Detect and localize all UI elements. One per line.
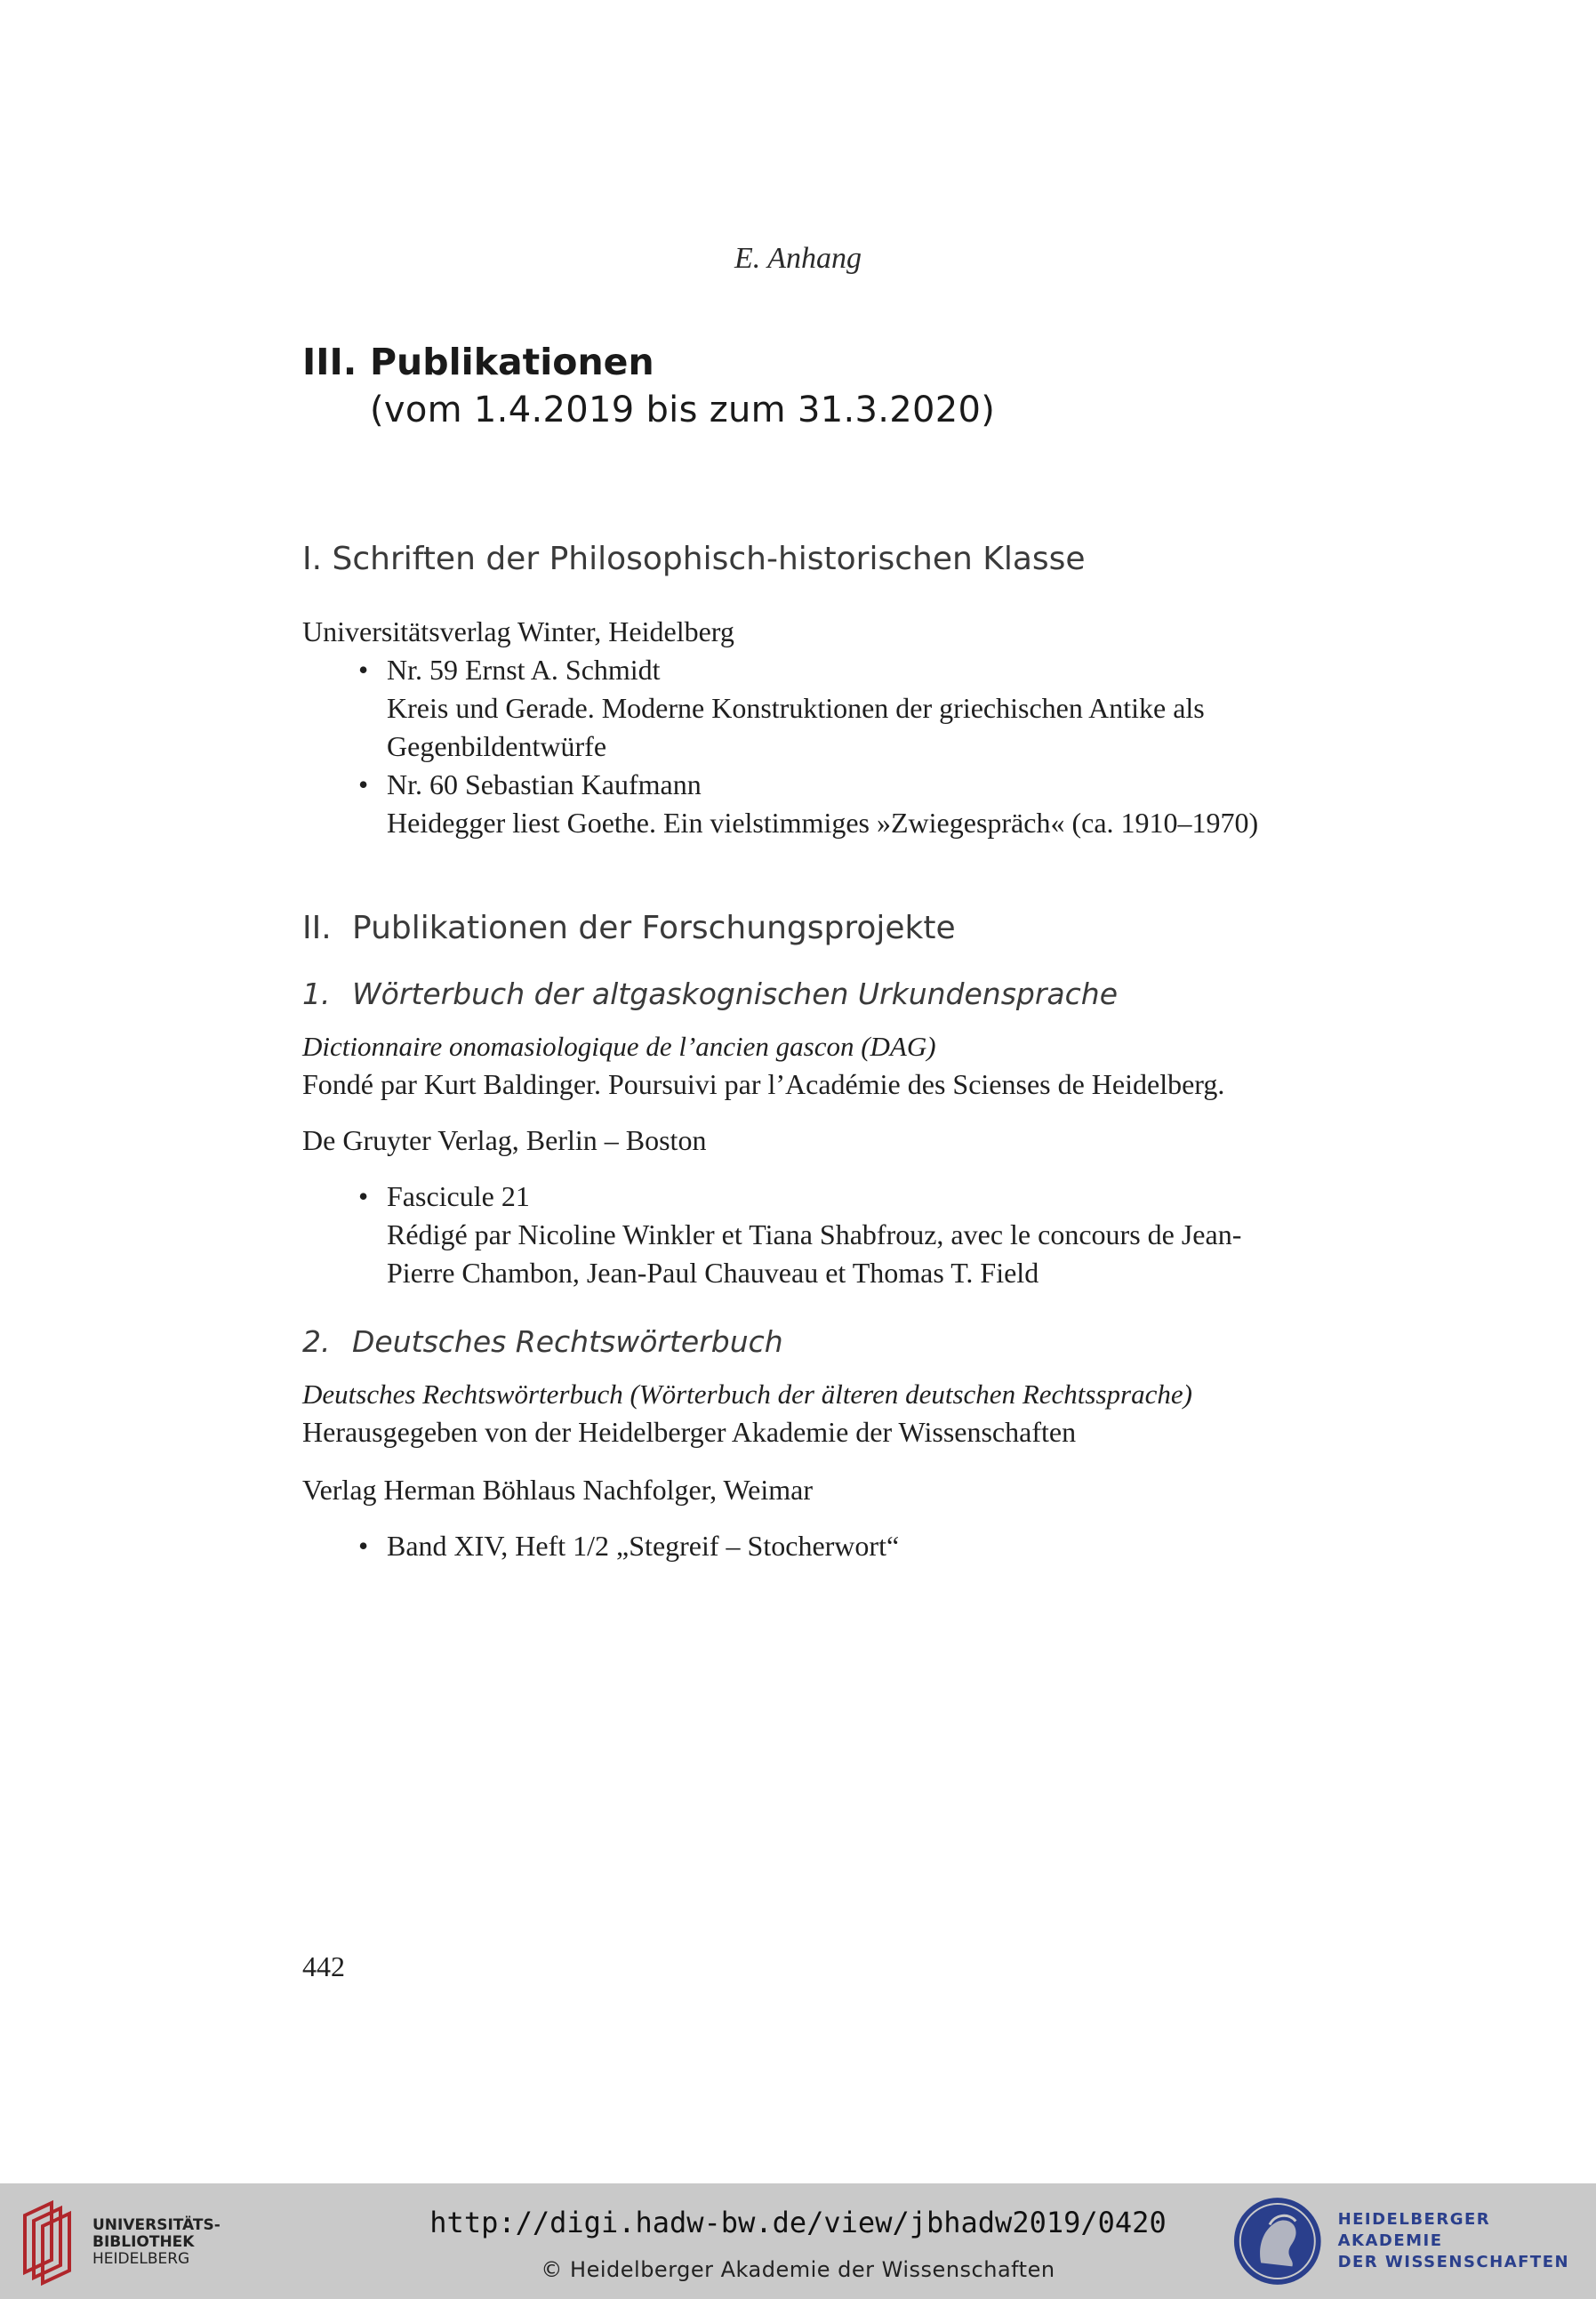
project2-title: 2. Deutsches Rechtswörterbuch: [302, 1324, 783, 1359]
hadw-logo[interactable]: HEIDELBERGER AKADEMIE DER WISSENSCHAFTEN: [1231, 2194, 1596, 2288]
project1-publisher: De Gruyter Verlag, Berlin – Boston: [302, 1124, 707, 1156]
running-head: E. Anhang: [734, 242, 862, 275]
page-content: [302, 338, 1351, 1565]
page-number: 442: [302, 1950, 345, 1982]
list-item: • Band XIV, Heft 1/2 „Stegreif – Stocherwort“: [358, 1527, 1351, 1565]
list-item: • Fascicule 21 Rédigé par Nicoline Winkler et Tiana Shabfrouz, avec le concours de Jean- Pierre Chambon, Jean-Paul Chauveau et Thomas T. Field: [358, 1178, 1351, 1292]
list-item: • Nr. 59 Ernst A. Schmidt Kreis und Gerade. Moderne Konstruktionen der griechischen Antike als Gegenbildentwürfe: [358, 651, 1351, 766]
chapter-subtitle: (vom 1.4.2019 bis zum 31.3.2020): [370, 390, 996, 430]
source-url[interactable]: http://digi.hadw-bw.de/view/jbhadw2019/0420: [429, 2206, 1167, 2239]
project1-title: 1. Wörterbuch der altgaskognischen Urkundensprache: [302, 977, 1119, 1011]
section1-publisher: Universitätsverlag Winter, Heidelberg: [302, 615, 734, 647]
project2-series-note: Herausgegeben von der Heidelberger Akademie der Wissenschaften: [302, 1416, 1077, 1448]
copyright: © Heidelberger Akademie der Wissenschaften: [541, 2257, 1055, 2282]
chapter-number: III.: [302, 341, 357, 383]
footer-bar: [0, 2183, 1596, 2299]
section1-list: [302, 651, 1351, 842]
project2-series-title: Deutsches Rechtswörterbuch (Wörterbuch der älteren deutschen Rechtssprache): [302, 1379, 1192, 1410]
ub-logo[interactable]: UNIVERSITÄTS- BIBLIOTHEK HEIDELBERG: [18, 2198, 221, 2287]
bullet-icon: •: [358, 1180, 369, 1212]
bullet-icon: •: [358, 1530, 369, 1562]
bullet-icon: •: [358, 768, 369, 800]
section1-title: I. Schriften der Philosophisch-historischen Klasse: [302, 541, 1086, 577]
athena-head-icon: [1231, 2194, 1324, 2288]
list-item: • Nr. 60 Sebastian Kaufmann Heidegger liest Goethe. Ein vielstimmiges »Zwiegespräch« (ca. 1910–1970): [358, 766, 1351, 842]
bullet-icon: •: [358, 654, 369, 686]
chapter-heading: [302, 338, 1351, 434]
project2-list: [302, 1527, 1351, 1565]
chapter-title: Publikationen: [370, 341, 654, 383]
project2-publisher: Verlag Herman Böhlaus Nachfolger, Weimar: [302, 1474, 814, 1506]
project1-series-note: Fondé par Kurt Baldinger. Poursuivi par l’Académie des Scienses de Heidelberg.: [302, 1068, 1225, 1100]
project1-list: [302, 1178, 1351, 1292]
section2-title: II. Publikationen der Forschungsprojekte: [302, 910, 956, 946]
project1-series-title: Dictionnaire onomasiologique de l’ancien gascon (DAG): [302, 1031, 936, 1062]
